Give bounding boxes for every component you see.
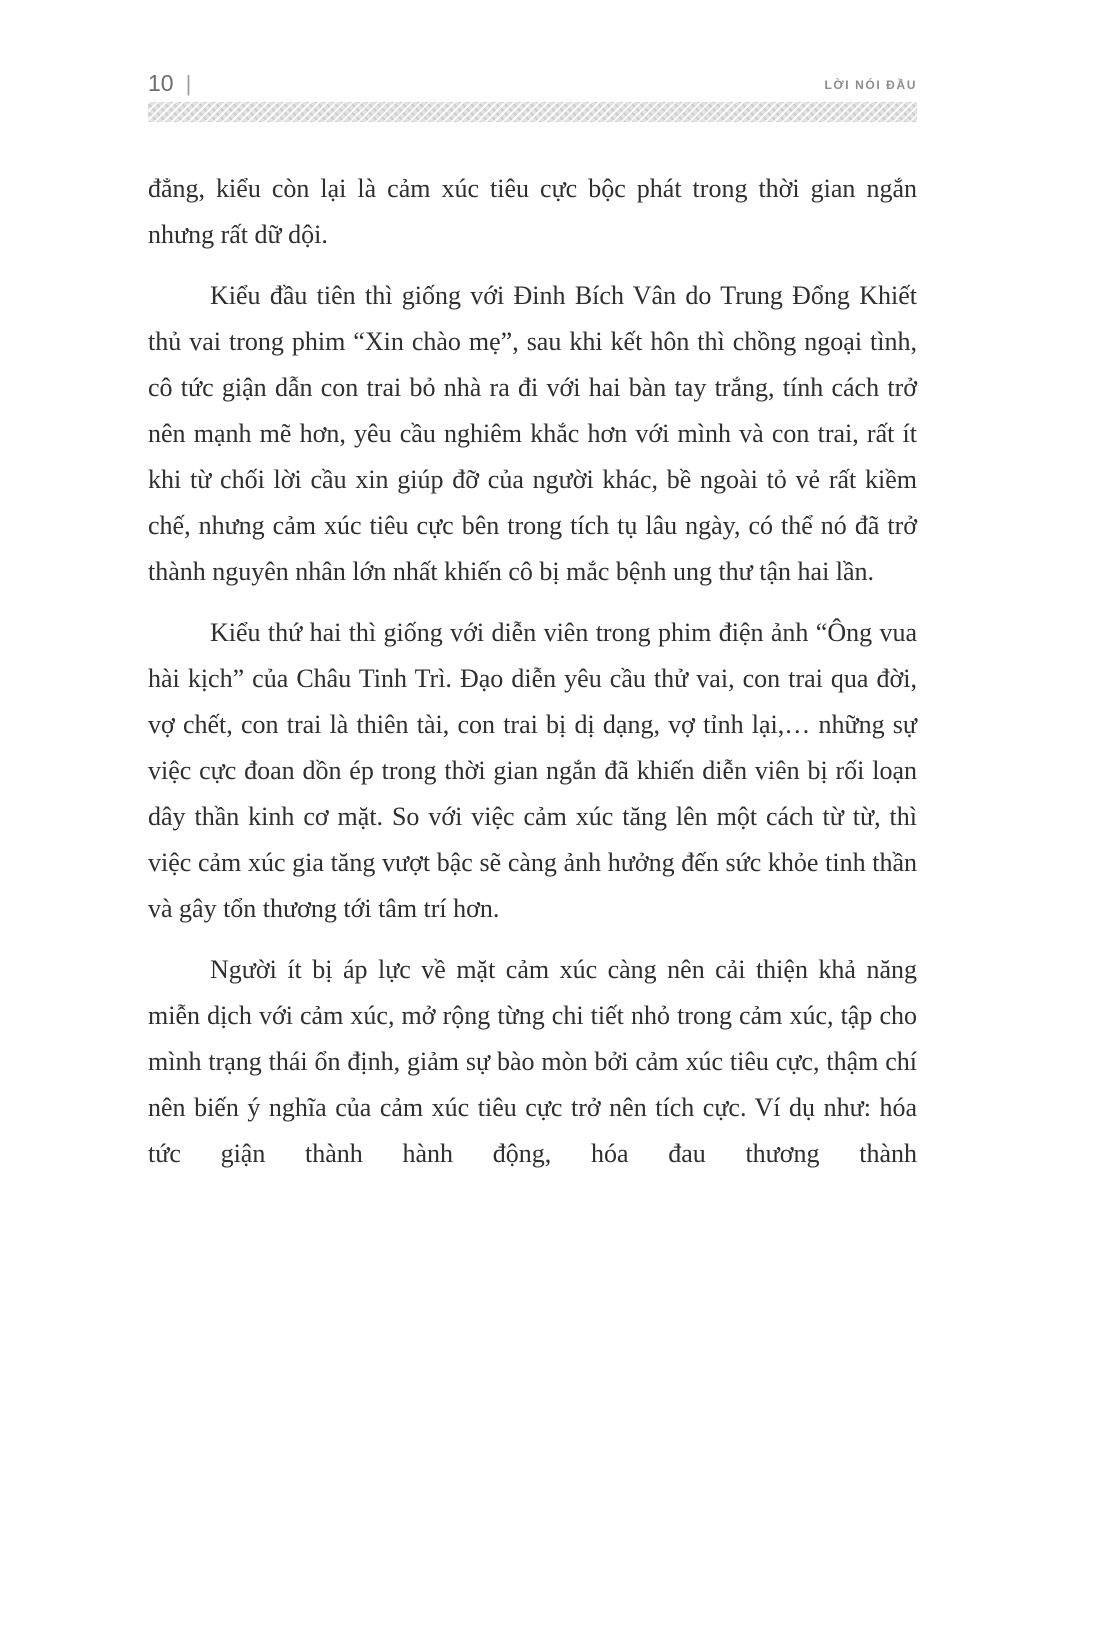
decorative-band xyxy=(148,102,917,122)
paragraph-2: Kiểu đầu tiên thì giống với Đinh Bích Vân do Trung Đổng Khiết thủ vai trong phim “Xin chào mẹ”, sau khi kết hôn thì chồng ngoại tình, cô tức giận dẫn con trai bỏ nhà ra đi với hai bàn tay trắng, tính cách trở nên mạnh mẽ hơn, yêu cầu nghiêm khắc hơn với mình và con trai, rất ít khi từ chối lời cầu xin giúp đỡ của người khác, bề ngoài tỏ vẻ rất kiềm chế, nhưng cảm xúc tiêu cực bên trong tích tụ lâu ngày, có thể nó đã trở thành nguyên nhân lớn nhất khiến cô bị mắc bệnh ung thư tận hai lần. xyxy=(148,281,917,586)
page-content xyxy=(148,166,917,1177)
page-header xyxy=(148,72,917,95)
running-header-title: LỜI NÓI ĐẦU xyxy=(824,78,917,92)
page-number-separator: | xyxy=(185,71,192,96)
paragraph-1: đẳng, kiểu còn lại là cảm xúc tiêu cực bộc phát trong thời gian ngắn nhưng rất dữ dội. xyxy=(148,174,917,249)
page-number-text: 10 xyxy=(148,70,174,96)
paragraph-3: Kiểu thứ hai thì giống với diễn viên trong phim điện ảnh “Ông vua hài kịch” của Châu Tinh Trì. Đạo diễn yêu cầu thử vai, con trai qua đời, vợ chết, con trai là thiên tài, con trai bị dị dạng, vợ tỉnh lại,… những sự việc cực đoan dồn ép trong thời gian ngắn đã khiến diễn viên bị rối loạn dây thần kinh cơ mặt. So với việc cảm xúc tăng lên một cách từ từ, thì việc cảm xúc gia tăng vượt bậc sẽ càng ảnh hưởng đến sức khỏe tinh thần và gây tổn thương tới tâm trí hơn. xyxy=(148,618,917,923)
paragraph-4: Người ít bị áp lực về mặt cảm xúc càng nên cải thiện khả năng miễn dịch với cảm xúc, mở rộng từng chi tiết nhỏ trong cảm xúc, tập cho mình trạng thái ổn định, giảm sự bào mòn bởi cảm xúc tiêu cực, thậm chí nên biến ý nghĩa của cảm xúc tiêu cực trở nên tích cực. Ví dụ như: hóa tức giận thành hành động, hóa đau thương thành xyxy=(148,955,917,1168)
page-number xyxy=(148,72,191,95)
